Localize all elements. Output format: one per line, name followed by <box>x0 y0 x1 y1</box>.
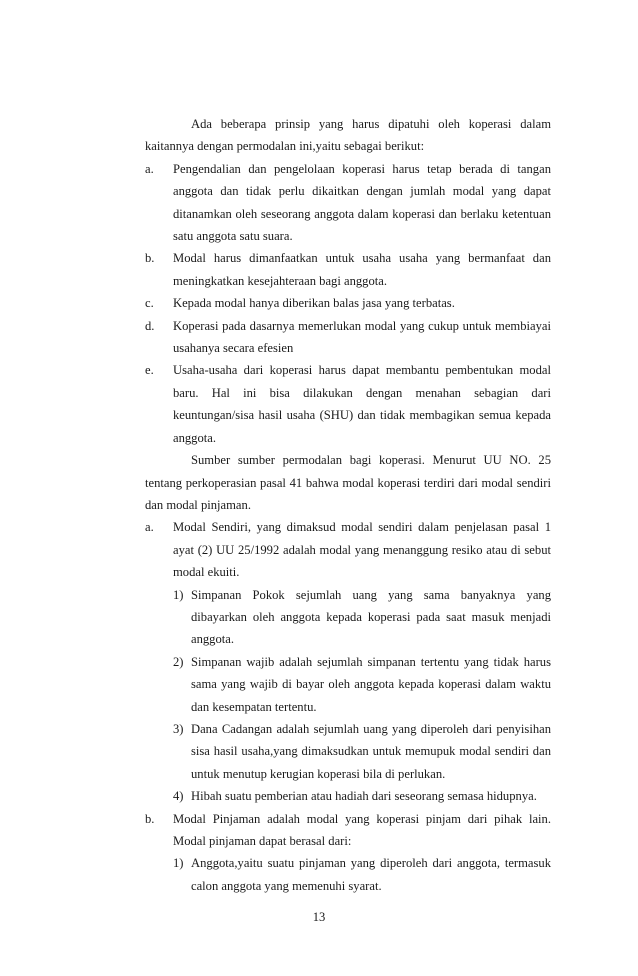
list-item-text: Modal Pinjaman adalah modal yang koperasi pinjam dari pihak lain. Modal pinjaman dapat berasal dari: <box>173 811 551 848</box>
list-item-text: Modal harus dimanfaatkan untuk usaha usaha yang bermanfaat dan meningkatkan kesejahteraan bagi anggota. <box>173 251 551 288</box>
modal-sendiri-subitem-3 <box>145 718 551 785</box>
principle-item-b <box>145 247 551 292</box>
list-item-text: Koperasi pada dasarnya memerlukan modal yang cukup untuk membiayai usahanya secara efesien <box>173 318 551 356</box>
modal-sendiri-subitem-4 <box>145 785 551 807</box>
list-marker: a. <box>145 520 154 535</box>
principle-item-a <box>145 158 551 248</box>
list-item-text: Modal Sendiri, yang dimaksud modal sendiri dalam penjelasan pasal 1 ayat (2) UU 25/1992 adalah modal yang menanggung resiko atau di sebut modal ekuiti. <box>173 520 551 580</box>
list-item-text: Dana Cadangan adalah sejumlah uang yang diperoleh dari penyisihan sisa hasil usaha,yang dimaksudkan untuk memupuk modal sendiri dan untuk menutup kerugian koperasi bila di perlukan. <box>191 721 551 781</box>
list-marker: 2) <box>173 654 184 669</box>
modal-sendiri-subitem-1 <box>145 584 551 651</box>
list-item-text: Usaha-usaha dari koperasi harus dapat membantu pembentukan modal baru. Hal ini bisa dilakukan dengan menahan sebagian dari keuntungan/sisa hasil usaha (SHU) dan tidak membagikan semua kepada anggota. <box>173 363 551 445</box>
page-number: 13 <box>312 910 326 924</box>
list-marker: 1) <box>173 856 184 871</box>
list-marker: 1) <box>173 587 184 602</box>
page-body <box>145 113 551 897</box>
modal-sendiri-subitem-2 <box>145 651 551 718</box>
list-item-text: Anggota,yaitu suatu pinjaman yang diperoleh dari anggota, termasuk calon anggota yang memenuhi syarat. <box>191 856 551 893</box>
list-item-text: Pengendalian dan pengelolaan koperasi harus tetap berada di tangan anggota dan tidak perlu dikaitkan dengan jumlah modal yang dapat ditanamkan oleh seseorang anggota dalam koperasi dan berlaku ketentuan satu anggota satu suara. <box>173 161 551 244</box>
modal-sendiri-item <box>145 516 551 583</box>
list-item-text: Kepada modal hanya diberikan balas jasa yang terbatas. <box>173 296 455 311</box>
principles-list <box>145 158 551 449</box>
principle-item-e <box>145 359 551 449</box>
list-marker: e. <box>145 363 154 378</box>
modal-pinjaman-subitem-1 <box>145 852 551 897</box>
sources-paragraph: Sumber sumber permodalan bagi koperasi. Menurut UU NO. 25 tentang perkoperasian pasal 41 bahwa modal koperasi terdiri dari modal sendiri dan modal pinjaman. <box>145 453 551 512</box>
list-marker: d. <box>145 318 155 333</box>
capital-sources-list <box>145 516 551 897</box>
list-marker: c. <box>145 296 154 311</box>
list-marker: a. <box>145 161 154 176</box>
list-item-text: Simpanan Pokok sejumlah uang yang sama banyaknya yang dibayarkan oleh anggota kepada koperasi pada saat masuk menjadi anggota. <box>191 587 551 647</box>
principle-item-c <box>145 292 551 314</box>
list-marker: b. <box>145 251 155 266</box>
list-item-text: Hibah suatu pemberian atau hadiah dari seseorang semasa hidupnya. <box>191 789 537 804</box>
principle-item-d <box>145 315 551 360</box>
list-marker: 3) <box>173 721 184 736</box>
modal-pinjaman-item <box>145 808 551 853</box>
list-item-text: Simpanan wajib adalah sejumlah simpanan tertentu yang tidak harus sama yang wajib di bayar oleh anggota kepada koperasi dalam waktu dan kesempatan tertentu. <box>191 654 551 714</box>
list-marker: b. <box>145 811 155 826</box>
list-marker: 4) <box>173 789 184 804</box>
intro-paragraph: Ada beberapa prinsip yang harus dipatuhi oleh koperasi dalam kaitannya dengan permodalan ini,yaitu sebagai berikut: <box>145 117 551 154</box>
